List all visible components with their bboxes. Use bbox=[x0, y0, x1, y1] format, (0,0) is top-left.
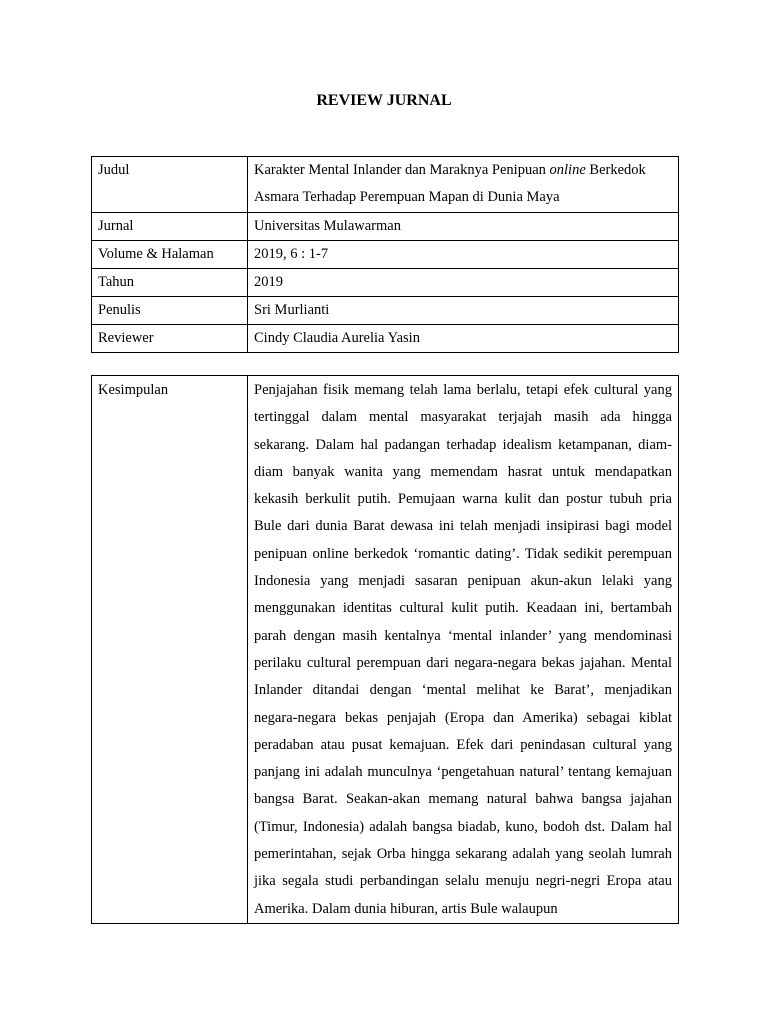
reviewer-value: Cindy Claudia Aurelia Yasin bbox=[248, 325, 679, 353]
kesimpulan-value bbox=[248, 376, 679, 924]
judul-value bbox=[248, 157, 679, 213]
judul-text-italic: online bbox=[549, 162, 586, 178]
table-row-kesimpulan bbox=[92, 376, 679, 924]
jurnal-label: Jurnal bbox=[92, 213, 248, 241]
table-row-judul bbox=[92, 157, 679, 213]
page-title: REVIEW JURNAL bbox=[316, 92, 452, 109]
jurnal-value: Universitas Mulawarman bbox=[248, 213, 679, 241]
judul-label: Judul bbox=[92, 157, 248, 213]
kesimpulan-text: Penjajahan fisik memang telah lama berlalu, tetapi efek cultural yang tertinggal dalam mental masyarakat terjajah masih ada hingga sekarang. Dalam hal padangan terhadap idealism ketampanan, diam-diam banyak wanita yang memendam hasrat untuk mendapatkan kekasih berkulit putih. Pemujaan warna kulit dan postur tubuh pria Bule dari dunia Barat dewasa ini telah menjadi insipirasi bagi model penipuan online berkedok ‘romantic dating’. Tidak sedikit perempuan Indonesia yang menjadi sasaran penipuan akun-akun lelaki yang menggunakan identitas cultural kulit putih. Keadaan ini, bertambah parah dengan masih kentalnya ‘mental inlander’ yang mendominasi perilaku cultural perempuan dari negara-negara bekas jajahan. Mental Inlander ditandai dengan ‘mental melihat ke Barat’, menjadikan negara-negara bekas penjajah (Eropa dan Amerika) sebagai kiblat peradaban atau pusat kemajuan. Efek dari penindasan cultural yang panjang ini adalah munculnya ‘pengetahuan natural’ tentang kemajuan bangsa Barat. Seakan-akan memang natural bahwa bangsa jajahan (Timur, Indonesia) adalah bangsa biadab, kuno, bodoh dst. Dalam hal pemerintahan, sejak Orba hingga sekarang adalah yang seolah lumrah jika segala studi perbandingan selalu menuju negri-negri Eropa atau Amerika. Dalam dunia hiburan, artis Bule walaupun bbox=[254, 382, 672, 917]
table-row-penulis bbox=[92, 297, 679, 325]
table-row-tahun bbox=[92, 269, 679, 297]
reviewer-label: Reviewer bbox=[92, 325, 248, 353]
summary-table bbox=[91, 375, 679, 924]
judul-text-part1: Karakter Mental Inlander dan Maraknya Penipuan bbox=[254, 162, 550, 178]
judul-text-part2: Berkedok Asmara Terhadap Perempuan Mapan di Dunia Maya bbox=[254, 162, 646, 205]
journal-info-table bbox=[91, 156, 679, 353]
penulis-value: Sri Murlianti bbox=[248, 297, 679, 325]
tahun-label: Tahun bbox=[92, 269, 248, 297]
table-row-jurnal bbox=[92, 213, 679, 241]
table-row-volume bbox=[92, 241, 679, 269]
volume-label: Volume & Halaman bbox=[92, 241, 248, 269]
penulis-label: Penulis bbox=[92, 297, 248, 325]
volume-value: 2019, 6 : 1-7 bbox=[248, 241, 679, 269]
kesimpulan-label: Kesimpulan bbox=[92, 376, 248, 924]
tahun-value: 2019 bbox=[248, 269, 679, 297]
table-row-reviewer bbox=[92, 325, 679, 353]
